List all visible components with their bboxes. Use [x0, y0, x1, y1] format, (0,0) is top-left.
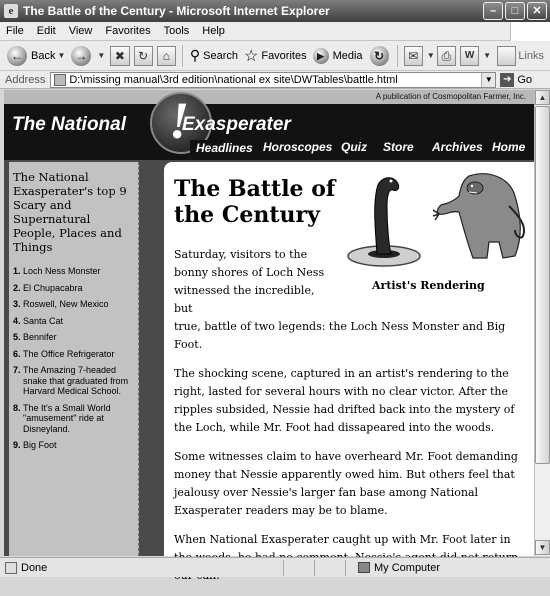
article-title: The Battle of the Century: [174, 176, 336, 228]
nav-store[interactable]: Store: [383, 140, 414, 154]
scroll-down-icon[interactable]: ▼: [535, 540, 550, 555]
back-arrow-icon: ←: [7, 46, 27, 66]
search-label: Search: [203, 49, 238, 62]
menu-help[interactable]: Help: [202, 25, 225, 37]
maximize-button[interactable]: □: [505, 2, 525, 20]
article-paragraph: [174, 246, 530, 354]
menu-view[interactable]: View: [68, 25, 93, 37]
go-button[interactable]: [500, 73, 532, 87]
status-cell: [286, 560, 312, 576]
sidebar-heading: The National Exasperater's top 9 Scary and Supernatural People, Places and Things: [13, 170, 127, 254]
word-icon[interactable]: W: [460, 46, 479, 66]
forward-arrow-icon: →: [71, 46, 91, 66]
nav-horoscopes[interactable]: Horoscopes: [263, 140, 333, 154]
status-divider: [283, 560, 284, 576]
publication-strip: [4, 90, 534, 104]
toolbar-divider: [182, 45, 183, 67]
home-icon[interactable]: ⌂: [157, 46, 176, 66]
status-divider: [314, 560, 315, 576]
stop-icon[interactable]: ✖: [110, 46, 129, 66]
ie-icon: e: [4, 4, 18, 18]
toolbar-divider: [397, 45, 398, 67]
go-label: Go: [517, 73, 533, 86]
vertical-scrollbar[interactable]: [534, 90, 550, 556]
address-label: Address: [5, 73, 46, 86]
chevron-down-icon[interactable]: ▼: [426, 51, 435, 60]
logo-exclamation: !: [169, 93, 190, 150]
list-item-text: Big Foot: [23, 440, 57, 450]
sidebar: [9, 162, 139, 556]
security-zone: [358, 562, 440, 574]
scroll-up-icon[interactable]: ▲: [535, 90, 550, 105]
list-item: 3. Roswell, New Mexico: [13, 299, 109, 309]
list-item: 9. Big Foot: [13, 440, 57, 450]
nav-archives[interactable]: Archives: [432, 140, 483, 154]
list-item: 6. The Office Refrigerator: [13, 348, 115, 359]
computer-icon: [358, 562, 370, 573]
windows-logo-icon: [510, 22, 550, 41]
back-label: Back: [31, 49, 56, 62]
masthead-title-right: Exasperater: [182, 114, 291, 135]
toolbar: [0, 41, 550, 71]
list-item: 8. The It's a Small World "amusement" ride at Disneyland.: [13, 403, 134, 435]
menu-favorites[interactable]: Favorites: [105, 25, 151, 37]
window-controls: [483, 2, 547, 20]
title-bar: [0, 0, 550, 22]
list-item-text: El Chupacabra: [23, 282, 83, 293]
media-label: Media: [332, 49, 363, 62]
illustration-caption: Artist's Rendering: [372, 279, 485, 292]
list-item: 4. Santa Cat: [13, 315, 64, 326]
close-button[interactable]: ✕: [527, 2, 547, 20]
print-icon[interactable]: ⎙: [437, 46, 456, 66]
refresh-icon[interactable]: ↻: [134, 46, 153, 66]
chevron-down-icon[interactable]: ▼: [483, 51, 492, 60]
status-cell: [317, 560, 343, 576]
menu-edit[interactable]: Edit: [36, 25, 56, 37]
list-item: 7. The Amazing 7-headed snake that graduated from Harvard Medical School.: [13, 365, 134, 397]
list-item: 1. Loch Ness Monster: [13, 266, 101, 276]
mail-icon[interactable]: ✉: [404, 46, 423, 66]
search-icon: ⚲: [189, 47, 201, 63]
back-button[interactable]: [4, 43, 68, 69]
nessie-neck: [375, 178, 399, 254]
status-divider: [345, 560, 346, 576]
article-panel: [164, 162, 534, 556]
go-arrow-icon: ➔: [500, 73, 514, 87]
menu-file[interactable]: File: [6, 25, 24, 37]
status-bar: [0, 557, 550, 577]
article-paragraph: The shocking scene, captured in an artist's rendering to the right, lasted for several hours with no clear victor. After the ripples subsided, Nessie had drifted back into the mystery of the Loch, while Mr. Foot had dissapeared into the woods.: [174, 367, 515, 434]
media-icon: ▶: [313, 48, 329, 64]
publication-credit: A publication of Cosmopolitan Farmer, Inc.: [375, 92, 526, 101]
list-item-text: Loch Ness Monster: [23, 266, 101, 276]
chevron-down-icon[interactable]: ▼: [481, 73, 495, 87]
article-paragraph: When National Exasperater caught up with Mr. Foot later in: [174, 533, 511, 546]
chevron-down-icon[interactable]: ▼: [97, 51, 106, 60]
links-label[interactable]: Links: [518, 49, 544, 62]
search-button[interactable]: [187, 43, 241, 69]
window-title: The Battle of the Century - Microsoft Internet Explorer: [23, 4, 330, 18]
forward-button[interactable]: [68, 43, 108, 69]
page-icon: [54, 74, 66, 86]
menu-bar: [0, 22, 550, 41]
address-input[interactable]: [50, 72, 496, 88]
address-bar: [0, 71, 550, 89]
chevron-down-icon[interactable]: ▼: [57, 51, 66, 60]
page-viewport: [4, 90, 534, 556]
star-icon: ☆: [244, 47, 259, 65]
article-body: [174, 246, 530, 596]
article-paragraph-intro: Saturday, visitors to the bonny shores of Loch Ness witnessed the incredible, but: [174, 248, 325, 315]
nav-headlines[interactable]: Headlines: [190, 140, 259, 156]
list-item-text: Santa Cat: [23, 315, 64, 326]
history-icon[interactable]: ↻: [370, 46, 389, 66]
media-button[interactable]: [310, 43, 366, 69]
list-item-text: Roswell, New Mexico: [23, 299, 109, 309]
favorites-button[interactable]: [241, 43, 310, 69]
list-item-text: The Office Refrigerator: [23, 348, 115, 359]
address-url[interactable]: D:\missing manual\3rd edition\national ex site\DWTables\battle.html: [69, 73, 398, 86]
nav-home[interactable]: Home: [492, 140, 526, 154]
article-paragraph: Some witnesses claim to have overheard Mr. Foot demanding money that Nessie apparently owed him. But others feel that jealousy over Nessie's larger fan base among National Exasperater readers may be to blame.: [174, 450, 518, 517]
nessie-eye: [390, 180, 393, 183]
nav-quiz[interactable]: Quiz: [341, 140, 367, 154]
list-item-text: The It's a Small World "amusement" ride at Disneyland.: [23, 402, 111, 434]
top-nine-list: [9, 254, 138, 451]
masthead-title-left: The National: [12, 114, 127, 135]
menu-tools[interactable]: Tools: [163, 25, 190, 37]
zone-label: My Computer: [374, 561, 441, 574]
bigfoot-eye: [471, 185, 473, 187]
page-done-icon: [5, 562, 17, 574]
minimize-button[interactable]: –: [483, 2, 503, 20]
status-text: Done: [21, 561, 48, 574]
favorites-label: Favorites: [261, 49, 307, 62]
scrollbar-thumb[interactable]: [535, 106, 550, 464]
discuss-icon[interactable]: [497, 46, 516, 66]
site-nav: [4, 132, 534, 160]
list-item: 5. Bennifer: [13, 332, 57, 342]
list-item-text: The Amazing 7-headed snake that graduated from Harvard Medical School.: [23, 365, 129, 396]
list-item-text: Bennifer: [23, 332, 57, 342]
list-item: 2. El Chupacabra: [13, 282, 83, 293]
article-paragraph-intro-cont: true, battle of two legends: the Loch Ness Monster and Big Foot.: [174, 320, 506, 351]
